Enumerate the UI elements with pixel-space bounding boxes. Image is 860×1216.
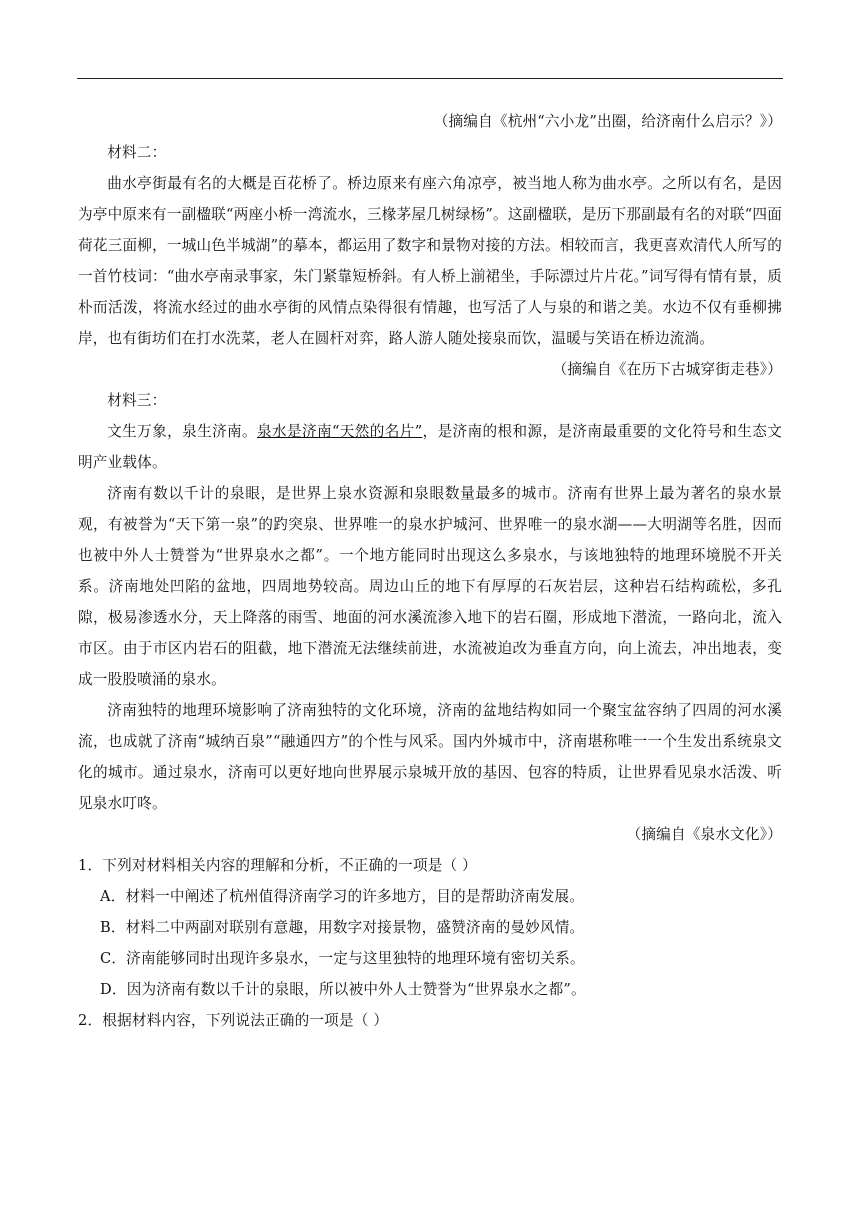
underlined-phrase: 泉水是济南“天然的名片”: [257, 423, 423, 440]
material3-paragraph-1: [78, 416, 782, 478]
material3-p1-lead: 文生万象，泉生济南。: [107, 423, 258, 440]
document-body: [78, 106, 782, 1036]
header-rule: [77, 78, 783, 79]
question-1-stem: 1．下列对材料相关内容的理解和分析，不正确的一项是（ ）: [78, 857, 477, 874]
material2-label: 材料二：: [107, 144, 167, 161]
material3-label: 材料三：: [107, 392, 167, 409]
question-1-option-b: B．材料二中两副对联别有意趣，用数字对接景物，盛赞济南的曼妙风情。: [100, 919, 585, 936]
question-2-stem: 2．根据材料内容，下列说法正确的一项是（ ）: [78, 1012, 389, 1029]
material3-paragraph-3: 济南独特的地理环境影响了济南独特的文化环境，济南的盆地结构如同一个聚宝盆容纳了四周的河水溪流，也成就了济南“城纳百泉”“融通四方”的个性与风采。国内外城市中，济南堪称唯一一个生发出系统泉文化的城市。通过泉水，济南可以更好地向世界展示泉城开放的基因、包容的特质，让世界看见泉水活泼、听见泉水叮咚。: [78, 702, 782, 812]
question-1-option-c: C．济南能够同时出现许多泉水，一定与这里独特的地理环境有密切关系。: [100, 950, 585, 967]
material3-source: （摘编自《泉水文化》）: [626, 826, 782, 843]
material3-p1-rest: ，是济南的根和源，是济南最重要的文化符号和生态文明产业载体。: [78, 423, 782, 471]
material2-paragraph: 曲水亭街最有名的大概是百花桥了。桥边原来有座六角凉亭，被当地人称为曲水亭。之所以有名，是因为亭中原来有一副楹联“两座小桥一湾流水，三椽茅屋几树绿杨”。这副楹联，是历下那副最有名的对联“四面荷花三面柳，一城山色半城湖”的摹本，都运用了数字和景物对接的方法。相较而言，我更喜欢清代人所写的一首竹枝词：“曲水亭南录事家，朱门紧靠短桥斜。有人桥上湔裙坐，手际漂过片片花。”词写得有情有景，质朴而活泼，将流水经过的曲水亭街的风情点染得很有情趣，也写活了人与泉的和谐之美。水边不仅有垂柳拂岸，也有街坊们在打水洗菜，老人在圆杆对弈，路人游人随处接泉而饮，温暖与笑语在桥边流淌。: [78, 175, 782, 347]
material1-source: （摘编自《杭州“六小龙”出圈，给济南什么启示？》）: [433, 113, 782, 130]
question-1-option-a: A．材料一中阐述了杭州值得济南学习的许多地方，目的是帮助济南发展。: [100, 888, 585, 905]
material3-paragraph-2: 济南有数以千计的泉眼，是世界上泉水资源和泉眼数量最多的城市。济南有世界上最为著名的泉水景观，有被誉为“天下第一泉”的趵突泉、世界唯一的泉水护城河、世界唯一的泉水湖——大明湖等名胜，因而也被中外人士赞誉为“世界泉水之都”。一个地方能同时出现这么多泉水，与该地独特的地理环境脱不开关系。济南地处凹陷的盆地，四周地势较高。周边山丘的地下有厚厚的石灰岩层，这种岩石结构疏松，多孔隙，极易渗透水分，天上降落的雨雪、地面的河水溪流渗入地下的岩石圈，形成地下潜流，一路向北，流入市区。由于市区内岩石的阻截，地下潜流无法继续前进，水流被迫改为垂直方向，向上流去，冲出地表，变成一股股喷涌的泉水。: [78, 485, 782, 688]
material2-source: （摘编自《在历下古城穿街走巷》）: [552, 361, 782, 378]
question-1-option-d: D．因为济南有数以千计的泉眼，所以被中外人士赞誉为“世界泉水之都”。: [100, 981, 586, 998]
